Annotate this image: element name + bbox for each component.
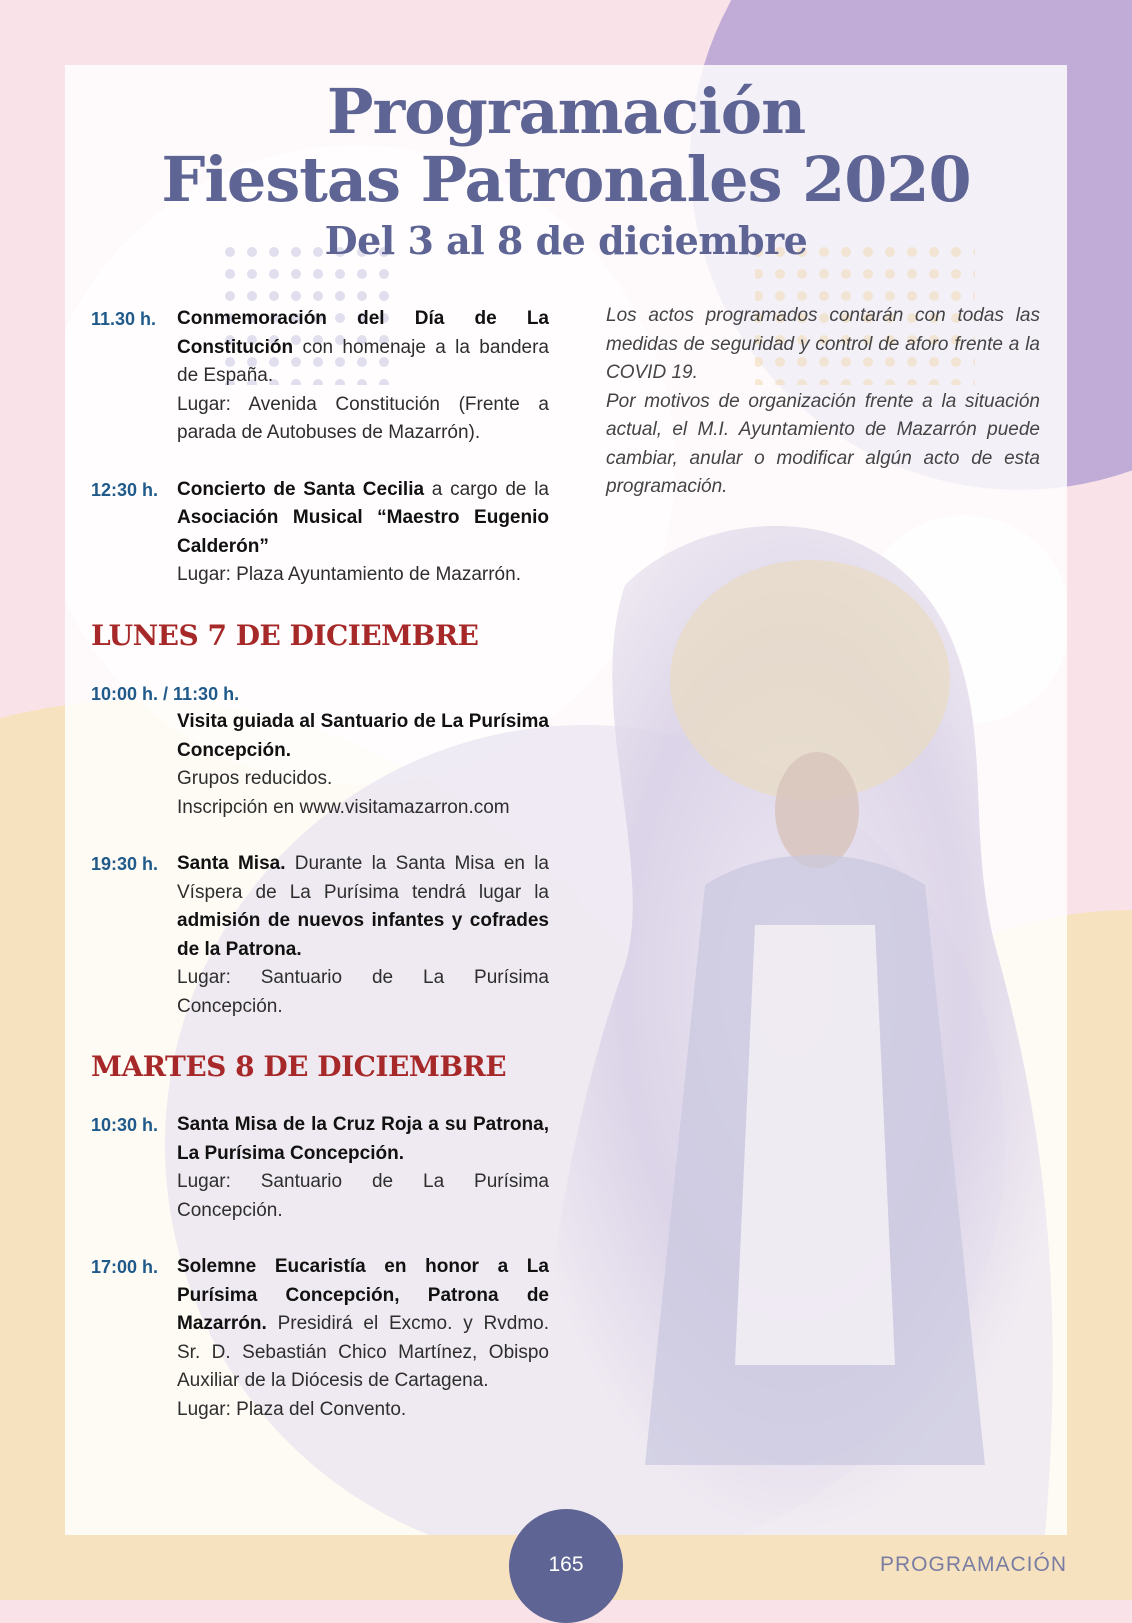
event-place: Lugar: Santuario de La Purísima Concepción. <box>177 967 549 1017</box>
event-body <box>177 305 549 448</box>
event-title-extra: Asociación Musical “Maestro Eugenio Calderón” <box>177 507 549 557</box>
event-text: Durante la Santa Misa en la Víspera de La Purísima tendrá lugar la <box>177 853 549 903</box>
page-title-line2: Fiestas Patronales 2020 <box>161 143 971 216</box>
note-paragraph: Por motivos de organización frente a la situación actual, el M.I. Ayuntamiento de Mazarrón puede cambiar, anular o modificar algún acto de esta programación. <box>606 390 1040 497</box>
event-item <box>91 1253 549 1424</box>
event-time: 10:30 h. <box>91 1115 159 1135</box>
event-title: Conmemoración del Día de La Constitución <box>177 308 549 358</box>
event-body <box>177 1111 549 1225</box>
event-title: Santa Misa de la Cruz Roja a su Patrona, La Purísima Concepción. <box>177 1114 549 1164</box>
event-item <box>91 850 549 1021</box>
event-title: Solemne Eucaristía en honor a La Purísima Concepción, Patrona de Mazarrón. <box>177 1256 549 1334</box>
day-heading-monday: LUNES 7 DE DICIEMBRE <box>91 618 479 652</box>
event-title-extra: admisión de nuevos infantes y cofrades de la Patrona. <box>177 910 549 960</box>
event-time: 19:30 h. <box>91 854 159 874</box>
safety-note <box>606 302 1040 502</box>
event-title: Concierto de Santa Cecilia <box>177 478 425 500</box>
event-title: Visita guiada al Santuario de La Purísima Concepción. <box>177 711 549 761</box>
event-body <box>177 708 549 822</box>
event-time: 10:00 h. / 11:30 h. <box>91 683 240 704</box>
event-place: Lugar: Avenida Constitución (Frente a parada de Autobuses de Mazarrón). <box>177 393 549 443</box>
event-item <box>91 680 549 823</box>
page-title-line1: Programación <box>326 75 806 148</box>
event-item <box>91 476 549 590</box>
title-block <box>65 75 1067 264</box>
event-body <box>177 476 549 590</box>
event-text: a cargo de la <box>424 478 549 500</box>
event-text: con homenaje a la bandera de España. <box>177 336 549 386</box>
page-subtitle: Del 3 al 8 de diciembre <box>324 218 808 263</box>
event-text: Presidirá el Excmo. y Rvdmo. Sr. D. Sebastián Chico Martínez, Obispo Auxiliar de la Diócesis de Cartagena. <box>177 1313 549 1391</box>
event-time: 17:00 h. <box>91 1257 159 1277</box>
note-paragraph: Los actos programados contarán con todas las medidas de seguridad y control de aforo frente a la COVID 19. <box>606 305 1040 383</box>
event-place: Lugar: Plaza Ayuntamiento de Mazarrón. <box>177 564 521 585</box>
section-label: PROGRAMACIÓN <box>879 1553 1067 1576</box>
event-time: 11.30 h. <box>91 309 157 329</box>
event-body <box>177 850 549 1021</box>
schedule-column <box>91 305 549 1452</box>
event-time: 12:30 h. <box>91 479 159 500</box>
event-title: Santa Misa. <box>177 853 286 874</box>
event-place: Lugar: Plaza del Convento. <box>177 1398 407 1420</box>
event-line: Grupos reducidos. <box>177 768 333 789</box>
event-line: Inscripción en www.visitamazarron.com <box>177 796 510 818</box>
event-body <box>177 1253 549 1424</box>
event-item <box>91 1111 549 1225</box>
page-number: 165 <box>548 1553 584 1576</box>
day-heading-tuesday: MARTES 8 DE DICIEMBRE <box>91 1050 507 1083</box>
event-item <box>91 305 549 448</box>
event-place: Lugar: Santuario de La Purísima Concepción. <box>177 1171 549 1221</box>
